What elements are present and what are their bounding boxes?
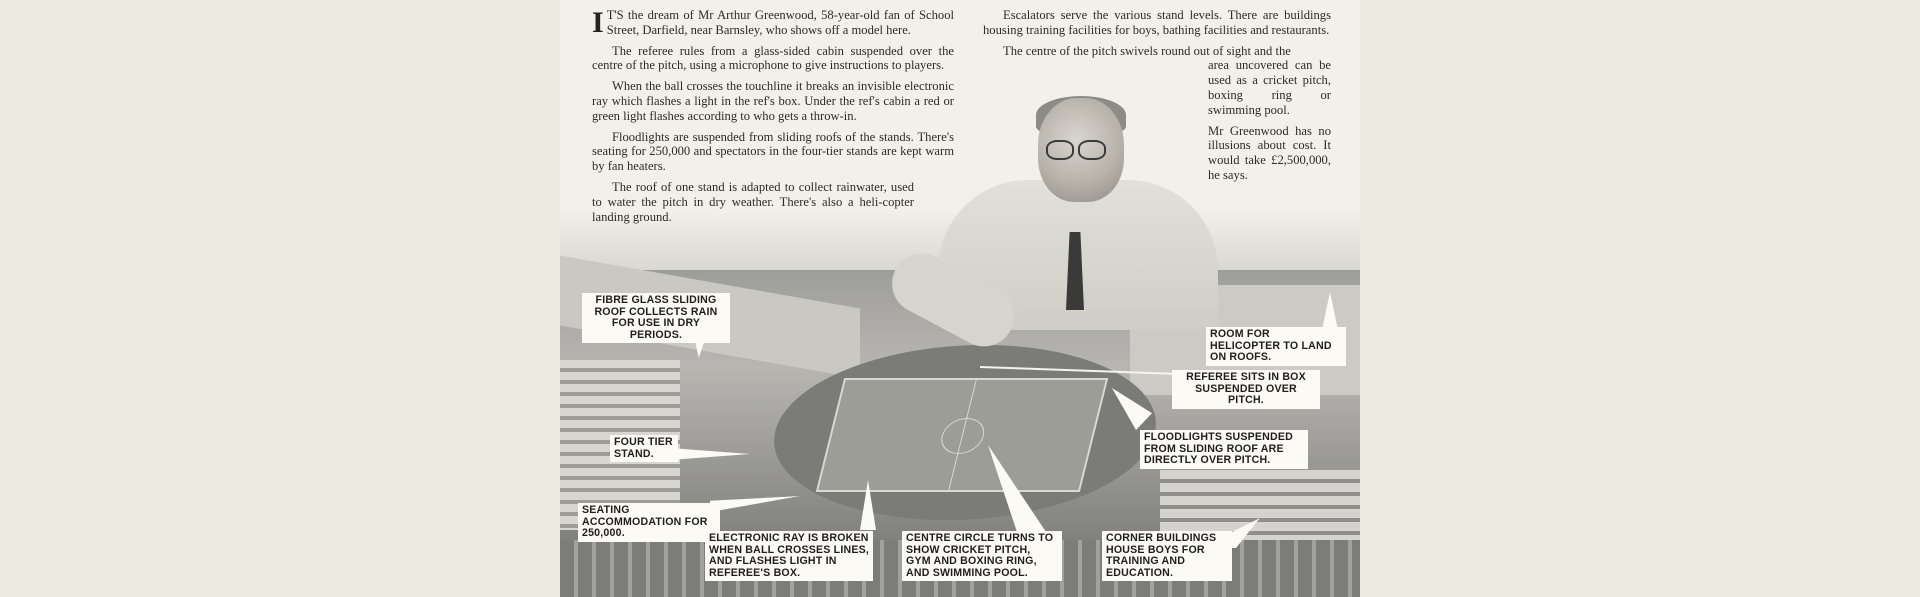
paragraph: The referee rules from a glass-sided cabin suspended over the centre of the pitch, using a microphone to give instructions to players.	[592, 43, 954, 73]
label-ray: ELECTRONIC RAY IS BROKEN WHEN BALL CROSSES LINES, AND FLASHES LIGHT IN REFEREE'S BOX.	[705, 531, 873, 581]
article-left-column	[592, 8, 954, 230]
label-corner: CORNER BUILDINGS HOUSE BOYS FOR TRAINING AND EDUCATION.	[1102, 531, 1232, 581]
paragraph-intro: I T'S the dream of Mr Arthur Greenwood, 58-year-old fan of School Street, Darfield, near Barnsley, who shows off a model here.	[592, 6, 954, 39]
football-pitch	[816, 378, 1108, 492]
centre-circle	[937, 418, 988, 454]
paragraph: When the ball crosses the touchline it breaks an invisible electronic ray which flashes a light in the ref's box. Under the ref's cabin a red or green light flashes according to who gets a throw-in.	[592, 79, 954, 123]
label-seating: SEATING ACCOMMODATION FOR 250,000.	[578, 503, 720, 542]
paragraph: The centre of the pitch swivels round out of sight and the area uncovered can be used as a cricket pitch, boxing ring or swimming pool.	[1003, 43, 1331, 117]
dropcap: I	[592, 6, 604, 39]
label-referee: REFEREE SITS IN BOX SUSPENDED OVER PITCH.	[1172, 370, 1320, 409]
article-right-column	[983, 8, 1331, 189]
label-helicopter: ROOM FOR HELICOPTER TO LAND ON ROOFS.	[1206, 327, 1346, 366]
paragraph: The roof of one stand is adapted to collect rainwater, used to water the pitch in dry weather. There's also a heli-copter landing ground.	[592, 179, 914, 224]
label-stand: FOUR TIER STAND.	[610, 435, 678, 462]
paragraph: Floodlights are suspended from sliding roofs of the stands. There's seating for 250,000 and spectators in the four-tier stands are kept warm by fan heaters.	[592, 129, 954, 174]
label-floodlights: FLOODLIGHTS SUSPENDED FROM SLIDING ROOF ARE DIRECTLY OVER PITCH.	[1140, 430, 1308, 469]
magazine-page	[560, 0, 1360, 597]
paragraph-cost: Mr Greenwood has no illusions about cost. It would take £2,500,000, he says.	[1208, 123, 1331, 182]
label-centre: CENTRE CIRCLE TURNS TO SHOW CRICKET PITCH, GYM AND BOXING RING, AND SWIMMING POOL.	[902, 531, 1062, 581]
paragraph: Escalators serve the various stand levels. There are buildings housing training facilities for boys, bathing facilities and restaurants.	[983, 8, 1331, 37]
label-roof: FIBRE GLASS SLIDING ROOF COLLECTS RAIN FOR USE IN DRY PERIODS.	[582, 293, 730, 343]
paragraph-wrap: area uncovered can be used as a cricket pitch, boxing ring or swimming pool.	[1208, 58, 1331, 117]
